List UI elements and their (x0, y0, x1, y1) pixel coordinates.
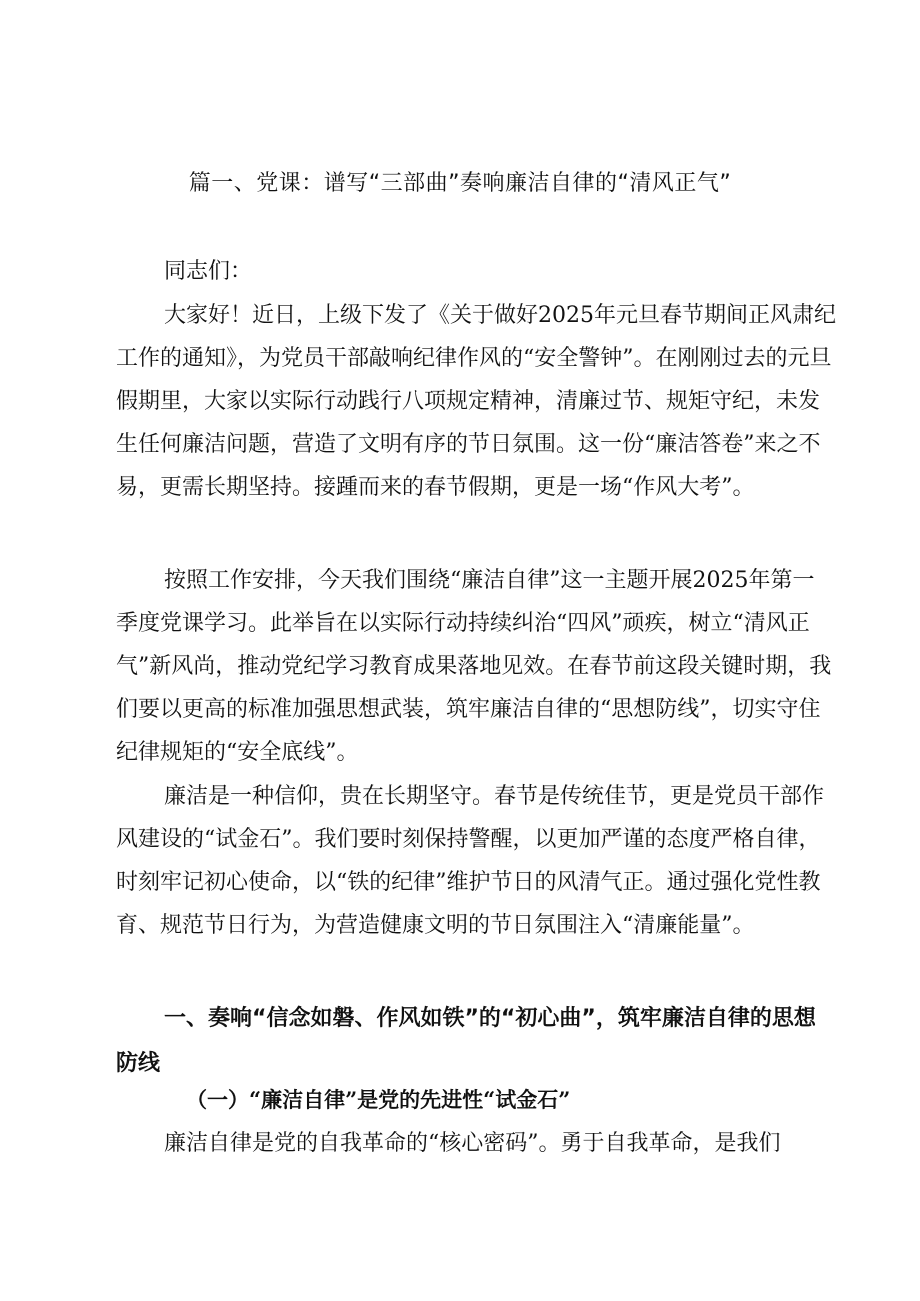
section-heading: 一、奏响“信念如磐、作风如铁”的“初心曲”，筑牢廉洁自律的思想防线 (116, 1006, 816, 1076)
paragraph-self-revolution: 廉洁自律是党的自我革命的“核心密码”。勇于自我革命，是我们 (164, 1131, 781, 1156)
subsection-heading: （一）“廉洁自律”是党的先进性“试金石” (186, 1087, 571, 1112)
salutation: 同志们： (164, 259, 253, 284)
paragraph-arrangement: 按照工作安排，今天我们围绕“廉洁自律”这一主题开展2025年第一季度党课学习。此举旨在以实际行动持续纠治“四风”顽疾，树立“清风正气”新风尚，推动党纪学习教育成果落地见效。在春节前这段关键时期，我们要以更高的标准加强思想武装，筑牢廉洁自律的“思想防线”，切实守住纪律规矩的“安全底线”。 (116, 568, 832, 765)
paragraph-integrity: 廉洁是一种信仰，贵在长期坚守。春节是传统佳节，更是党员干部作风建设的“试金石”。我们要时刻保持警醒，以更加严谨的态度严格自律，时刻牢记初心使命，以“铁的纪律”维护节日的风清气正。通过强化党性教育、规范节日行为，为营造健康文明的节日氛围注入“清廉能量”。 (116, 784, 825, 938)
document-title: 篇一、党课：谱写“三部曲”奏响廉洁自律的“清风正气” (188, 171, 732, 196)
paragraph-opening: 大家好！近日，上级下发了《关于做好2025年元旦春节期间正风肃纪工作的通知》，为党员干部敲响纪律作风的“安全警钟”。在刚刚过去的元旦假期里，大家以实际行动践行八项规定精神，清廉过节、规矩守纪，未发生任何廉洁问题，营造了文明有序的节日氛围。这一份“廉洁答卷”来之不易，更需长期坚持。接踵而来的春节假期，更是一场“作风大考”。 (116, 303, 836, 500)
